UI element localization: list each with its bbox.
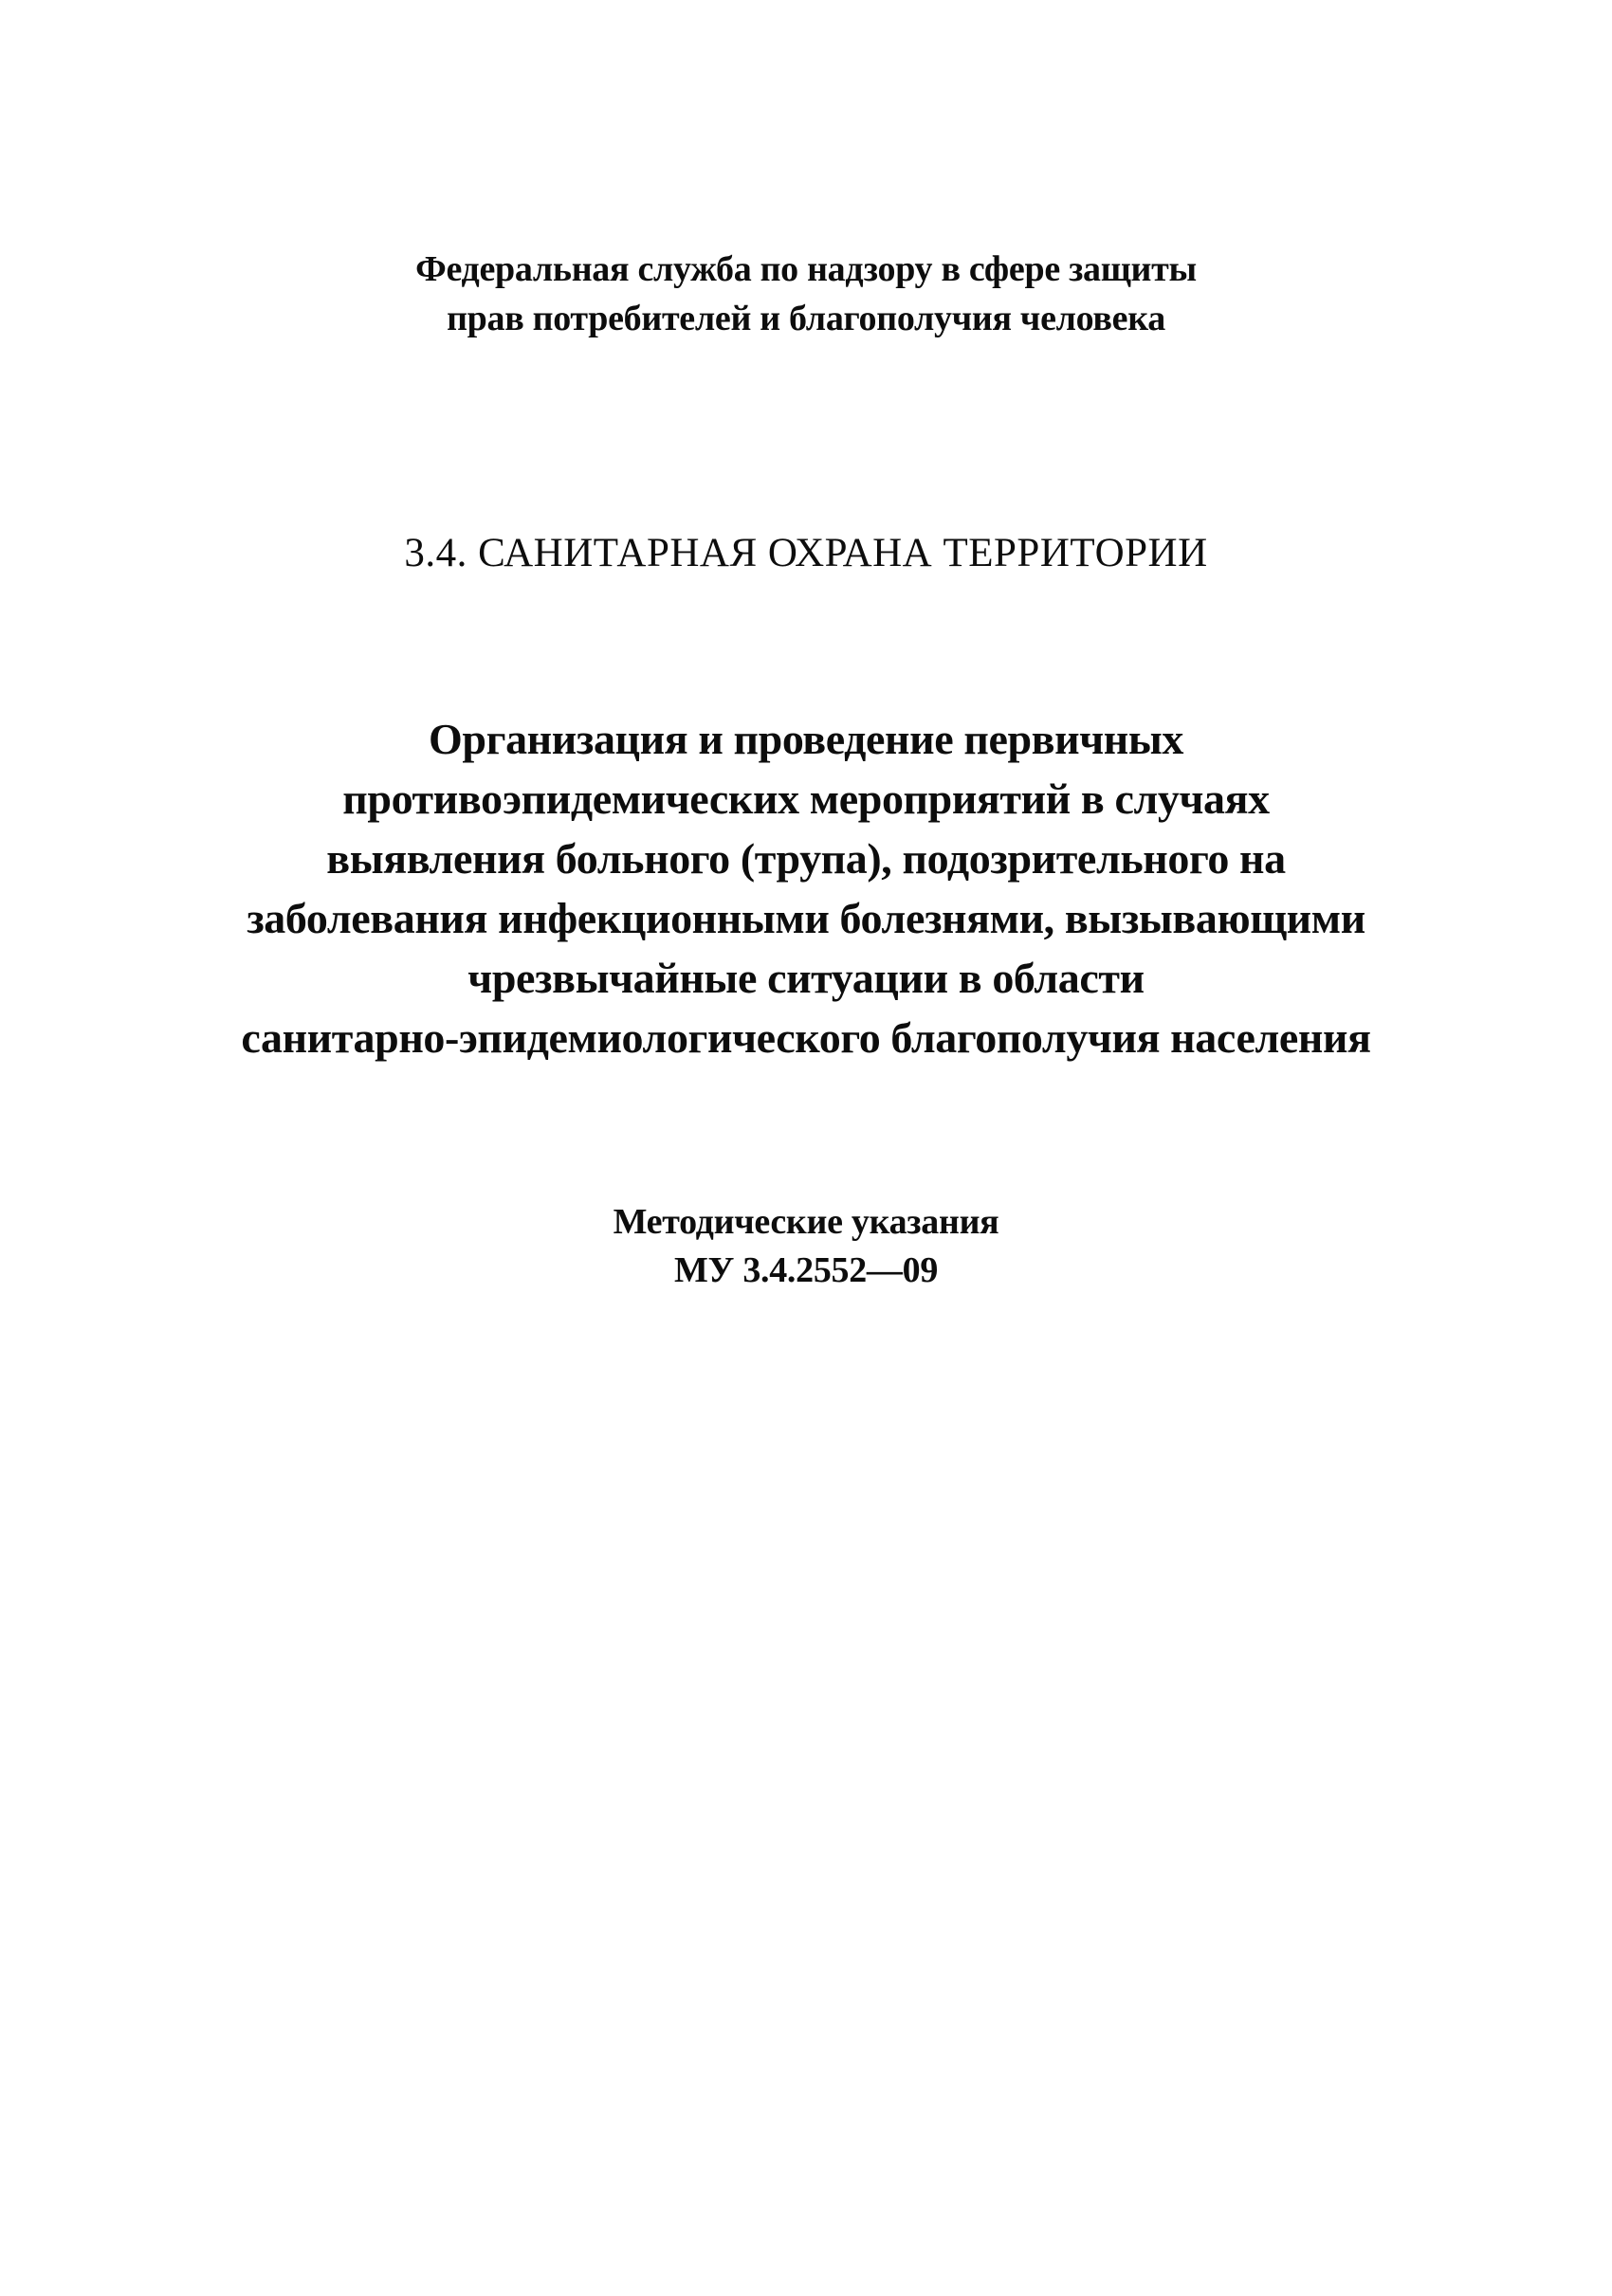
- document-title-line: противоэпидемических мероприятий в случаях: [342, 774, 1270, 823]
- document-title-line: Организация и проведение первичных: [429, 715, 1183, 763]
- document-code: МУ 3.4.2552—09: [673, 1250, 939, 1290]
- section-heading: [0, 525, 1612, 582]
- section-heading-text: 3.4. САНИТАРНАЯ ОХРАНА ТЕРРИТОРИИ: [404, 531, 1208, 575]
- agency-name: [0, 245, 1612, 343]
- document-type: [0, 1198, 1612, 1295]
- document-title: [0, 709, 1612, 1067]
- agency-name-line: прав потребителей и благополучия человека: [447, 299, 1165, 338]
- document-title-line: санитарно-эпидемиологического благополучия населения: [241, 1013, 1371, 1062]
- document-title-line: чрезвычайные ситуации в области: [467, 954, 1145, 1002]
- agency-name-line: Федеральная служба по надзору в сфере защиты: [415, 249, 1197, 289]
- document-title-line: выявления больного (трупа), подозрительного на: [326, 834, 1286, 883]
- document-title-line: заболевания инфекционными болезнями, вызывающими: [247, 894, 1365, 942]
- document-type-label: Методические указания: [613, 1202, 999, 1242]
